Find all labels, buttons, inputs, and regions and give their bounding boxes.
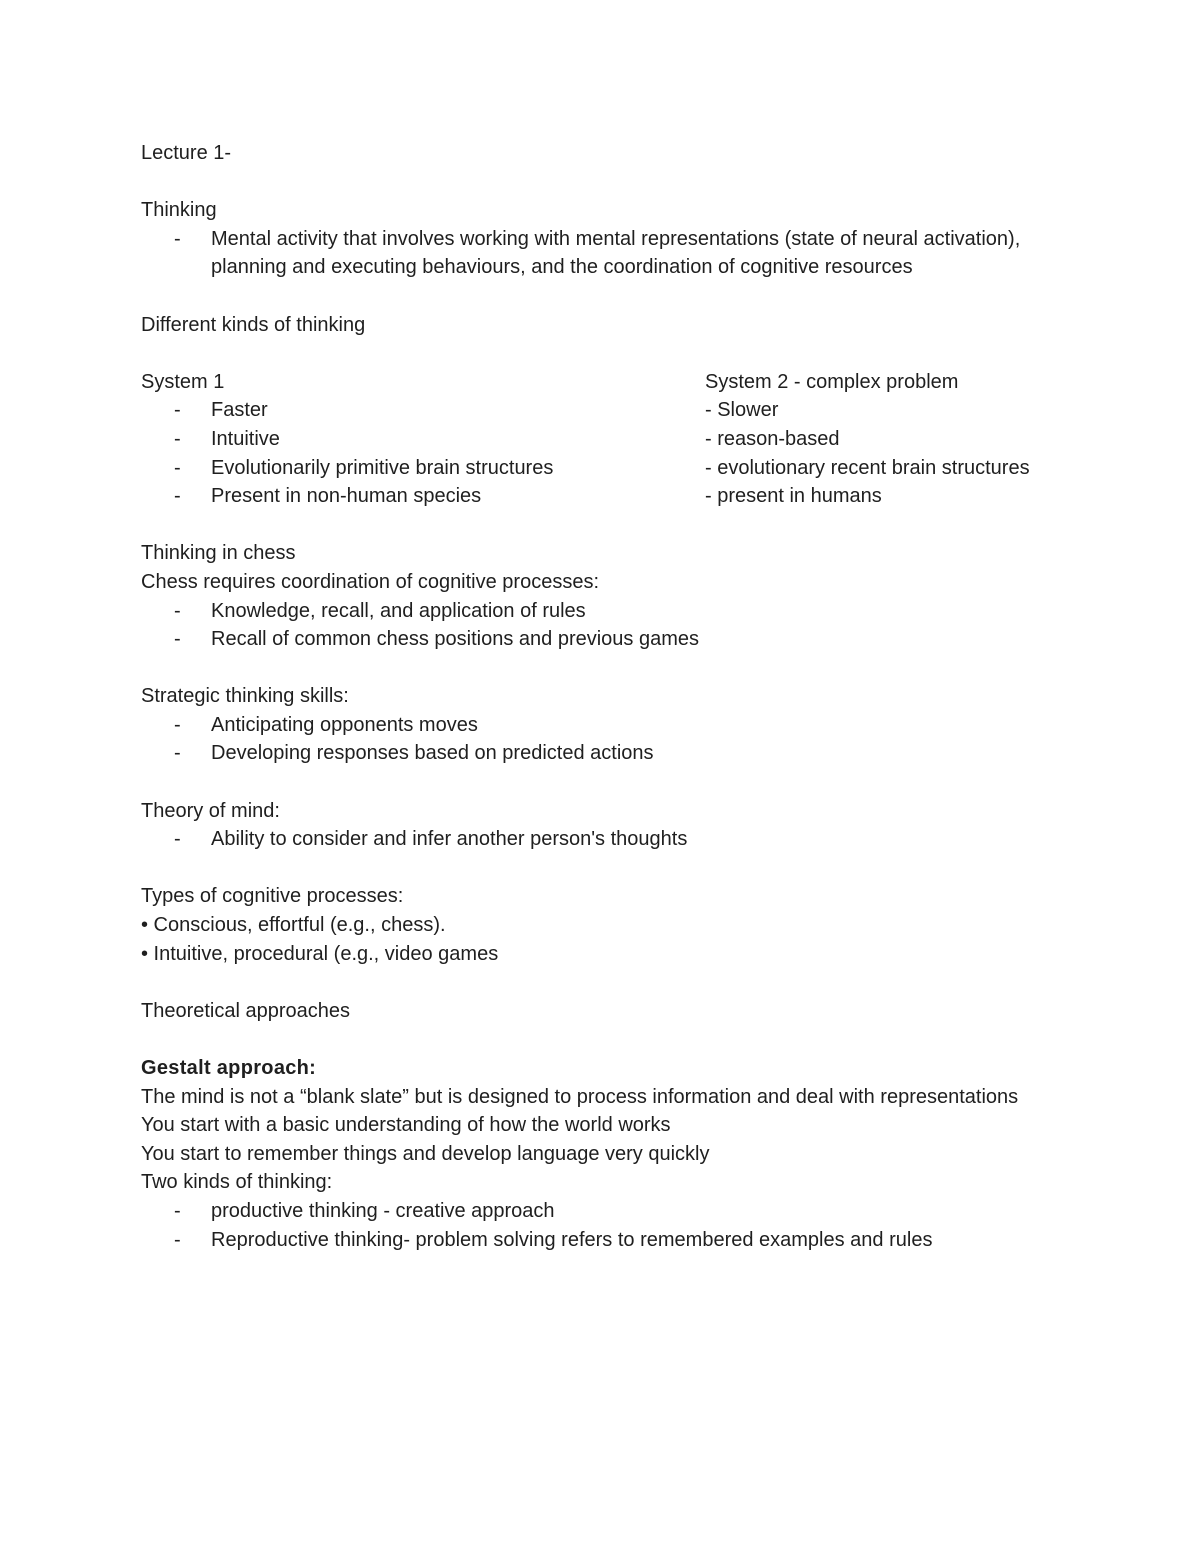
system2-column bbox=[705, 368, 1071, 511]
system1-heading: System 1 bbox=[141, 370, 225, 393]
thinking-definition: Mental activity that involves working with mental representations (state of neural activation), planning and executing behaviours, and the coordination of cognitive resources bbox=[211, 227, 1021, 279]
list-item bbox=[141, 425, 705, 454]
chess-item: Recall of common chess positions and previous games bbox=[211, 628, 700, 651]
strategic-item: Developing responses based on predicted actions bbox=[211, 742, 654, 765]
dash-marker: - bbox=[174, 485, 181, 508]
chess-heading: Thinking in chess bbox=[141, 542, 296, 565]
document-page bbox=[141, 139, 1071, 1254]
list-item bbox=[141, 825, 1071, 854]
types-heading: Types of cognitive processes: bbox=[141, 885, 404, 908]
types-item: • Intuitive, procedural (e.g., video games bbox=[141, 942, 499, 965]
strategic-heading: Strategic thinking skills: bbox=[141, 685, 349, 708]
dash-marker: - bbox=[174, 1228, 181, 1251]
dash-marker: - bbox=[174, 427, 181, 450]
list-item bbox=[141, 482, 705, 511]
system1-item: Faster bbox=[211, 399, 268, 422]
system1-item: Present in non-human species bbox=[211, 485, 482, 508]
system2-item: - Slower bbox=[705, 399, 779, 422]
list-item bbox=[141, 739, 1071, 768]
chess-item: Knowledge, recall, and application of rules bbox=[211, 599, 586, 622]
list-item bbox=[141, 597, 1071, 626]
strategic-item: Anticipating opponents moves bbox=[211, 713, 478, 736]
list-item bbox=[141, 396, 705, 425]
gestalt-line: You start to remember things and develop language very quickly bbox=[141, 1142, 710, 1165]
system1-item: Intuitive bbox=[211, 427, 280, 450]
dash-marker: - bbox=[174, 399, 181, 422]
gestalt-line: You start with a basic understanding of how the world works bbox=[141, 1114, 671, 1137]
gestalt-item: Reproductive thinking- problem solving refers to remembered examples and rules bbox=[211, 1228, 933, 1251]
approaches-heading: Theoretical approaches bbox=[141, 999, 351, 1022]
dash-marker: - bbox=[174, 456, 181, 479]
dash-marker: - bbox=[174, 227, 181, 250]
system2-item: - evolutionary recent brain structures bbox=[705, 456, 1030, 479]
list-item bbox=[141, 625, 1071, 654]
dash-marker: - bbox=[174, 1199, 181, 1222]
theory-of-mind-item: Ability to consider and infer another person's thoughts bbox=[211, 828, 688, 851]
dash-marker: - bbox=[174, 599, 181, 622]
gestalt-line: The mind is not a “blank slate” but is designed to process information and deal with representations bbox=[141, 1085, 1019, 1108]
dash-marker: - bbox=[174, 628, 181, 651]
gestalt-item: productive thinking - creative approach bbox=[211, 1199, 555, 1222]
theory-of-mind-heading: Theory of mind: bbox=[141, 799, 280, 822]
types-item: • Conscious, effortful (e.g., chess). bbox=[141, 914, 446, 937]
list-item bbox=[141, 1226, 1071, 1255]
kinds-heading: Different kinds of thinking bbox=[141, 313, 366, 336]
list-item bbox=[141, 711, 1071, 740]
list-item bbox=[141, 225, 1071, 282]
dash-marker: - bbox=[174, 742, 181, 765]
system1-column bbox=[141, 368, 705, 511]
dash-marker: - bbox=[174, 828, 181, 851]
thinking-heading: Thinking bbox=[141, 199, 217, 222]
lecture-title: Lecture 1- bbox=[141, 142, 232, 164]
chess-intro: Chess requires coordination of cognitive processes: bbox=[141, 570, 600, 593]
list-item bbox=[141, 1197, 1071, 1226]
gestalt-heading: Gestalt approach: bbox=[141, 1057, 317, 1079]
system2-item: - reason-based bbox=[705, 427, 840, 450]
dash-marker: - bbox=[174, 713, 181, 736]
system2-heading: System 2 - complex problem bbox=[705, 370, 959, 393]
system2-item: - present in humans bbox=[705, 485, 882, 508]
list-item bbox=[141, 454, 705, 483]
gestalt-line: Two kinds of thinking: bbox=[141, 1171, 333, 1194]
system1-item: Evolutionarily primitive brain structures bbox=[211, 456, 554, 479]
systems-columns bbox=[141, 368, 1071, 511]
